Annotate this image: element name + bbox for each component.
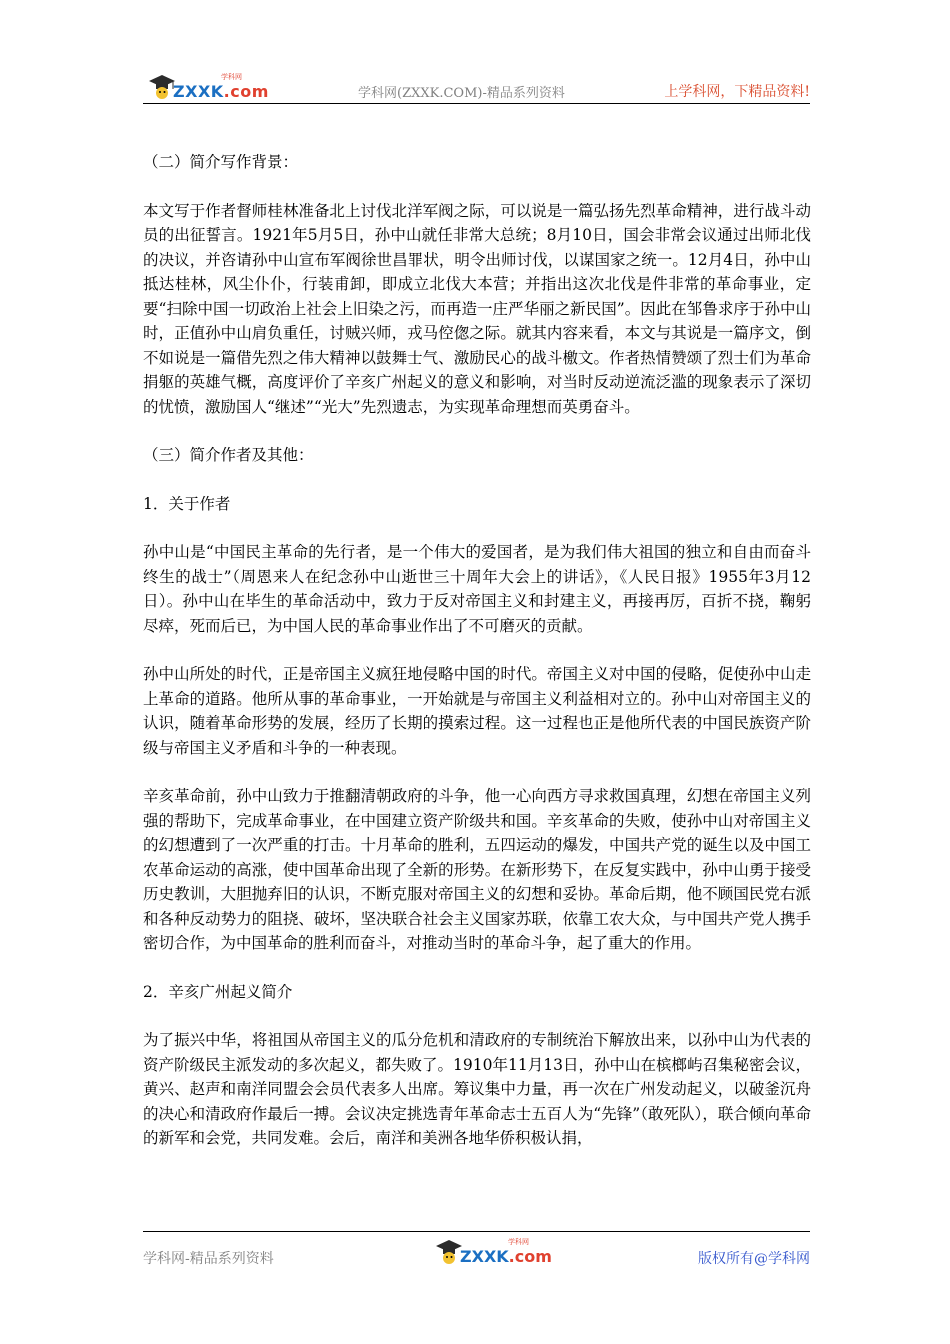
document-body <box>143 150 811 1151</box>
section-heading-background: （二）简介写作背景： <box>143 153 299 171</box>
header-site-title: 学科网(ZXXK.COM)-精品系列资料 <box>358 86 565 101</box>
header-slogan: 上学科网，下精品资料! <box>664 84 810 100</box>
footer-logo-small-text: 学科网 <box>508 1238 529 1246</box>
page-header <box>143 64 810 106</box>
logo-wordmark: ZXXK.com <box>173 82 269 101</box>
header-divider <box>143 103 810 104</box>
paragraph-author-3: 辛亥革命前，孙中山致力于推翻清朝政府的斗争，他一心向西方寻求救国真理，幻想在帝国主义列强的帮助下，完成革命事业，在中国建立资产阶级共和国。辛亥革命的失败，使孙中山对帝国主义的幻想遭到了一次严重的打击。十月革命的胜利，五四运动的爆发，中国共产党的诞生以及中国工农革命运动的高涨，使中国革命出现了全新的形势。在新形势下，在反复实践中，孙中山勇于接受历史教训，大胆抛弃旧的认识，不断克服对帝国主义的幻想和妥协。革命后期，他不顾国民党右派和各种反动势力的阻挠、破坏，坚决联合社会主义国家苏联，依靠工农大众，与中国共产党人携手密切合作，为中国革命的胜利而奋斗，对推动当时的革命斗争，起了重大的作用。 <box>143 787 811 952</box>
footer-zxxk-logo[interactable] <box>430 1235 552 1269</box>
zxxk-logo[interactable] <box>143 68 269 102</box>
paragraph-author-1: 孙中山是“中国民主革命的先行者，是一个伟大的爱国者，是为我们伟大祖国的独立和自由而奋斗终生的战士”（周恩来人在纪念孙中山逝世三十周年大会上的讲话》，《人民日报》1955年3月12日）。孙中山在毕生的革命活动中，致力于反对帝国主义和封建主义，再接再厉，百折不挠，鞠躬尽瘁，死而后已，为中国人民的革命事业作出了不可磨灭的贡献。 <box>143 543 811 635</box>
subheading-uprising: 2．辛亥广州起义简介 <box>143 982 293 1001</box>
footer-logo-wordmark: ZXXK.com <box>460 1247 552 1266</box>
paragraph-background: 本文写于作者督师桂林准备北上讨伐北洋军阀之际，可以说是一篇弘扬先烈革命精神，进行战斗动员的出征誓言。1921年5月5日，孙中山就任非常大总统；8月10日，国会非常会议通过出师北伐的决议，并咨请孙中山宣布军阀徐世昌罪状，明令出师讨伐，以谋国家之统一。12月4日，孙中山抵达桂林，风尘仆仆，行装甫卸，即成立北伐大本营；并指出这次北伐是件非常的革命事业，定要“扫除中国一切政治上社会上旧染之污，而再造一庄严华丽之新民国”。因此在邹鲁求序于孙中山时，正值孙中山肩负重任，讨贼兴师，戎马倥偬之际。就其内容来看，本文与其说是一篇序文，倒不如说是一篇借先烈之伟大精神以鼓舞士气、激励民心的战斗檄文。作者热情赞颂了烈士们为革命捐躯的英雄气概，高度评价了辛亥广州起义的意义和影响，对当时反动逆流泛滥的现象表示了深切的忧愤，激励国人“继述”“光大”先烈遗志，为实现革命理想而英勇奋斗。 <box>143 201 811 416</box>
footer-source-text: 学科网-精品系列资料 <box>143 1251 274 1267</box>
paragraph-uprising: 为了振兴中华，将祖国从帝国主义的瓜分危机和清政府的专制统治下解放出来，以孙中山为代表的资产阶级民主派发动的多次起义，都失败了。1910年11月13日，孙中山在槟榔屿召集秘密会议，黄兴、赵声和南洋同盟会会员代表多人出席。筹议集中力量，再一次在广州发动起义，以破釜沉舟的决心和清政府作最后一搏。会议决定挑选青年革命志士五百人为“先锋”（敢死队），联合倾向革命的新军和会党，共同发难。会后，南洋和美洲各地华侨积极认捐， <box>143 1031 811 1147</box>
section-heading-author-other: （三）简介作者及其他： <box>143 446 314 464</box>
subheading-about-author: 1．关于作者 <box>143 494 231 513</box>
footer-copyright[interactable]: 版权所有@学科网 <box>698 1251 810 1267</box>
logo-small-text: 学科网 <box>221 73 242 81</box>
footer-divider <box>143 1231 810 1232</box>
paragraph-author-2: 孙中山所处的时代，正是帝国主义疯狂地侵略中国的时代。帝国主义对中国的侵略，促使孙中山走上革命的道路。他所从事的革命事业，一开始就是与帝国主义利益相对立的。孙中山对帝国主义的认识，随着革命形势的发展，经历了长期的摸索过程。这一过程也正是他所代表的中国民族资产阶级与帝国主义矛盾和斗争的一种表现。 <box>143 665 811 757</box>
